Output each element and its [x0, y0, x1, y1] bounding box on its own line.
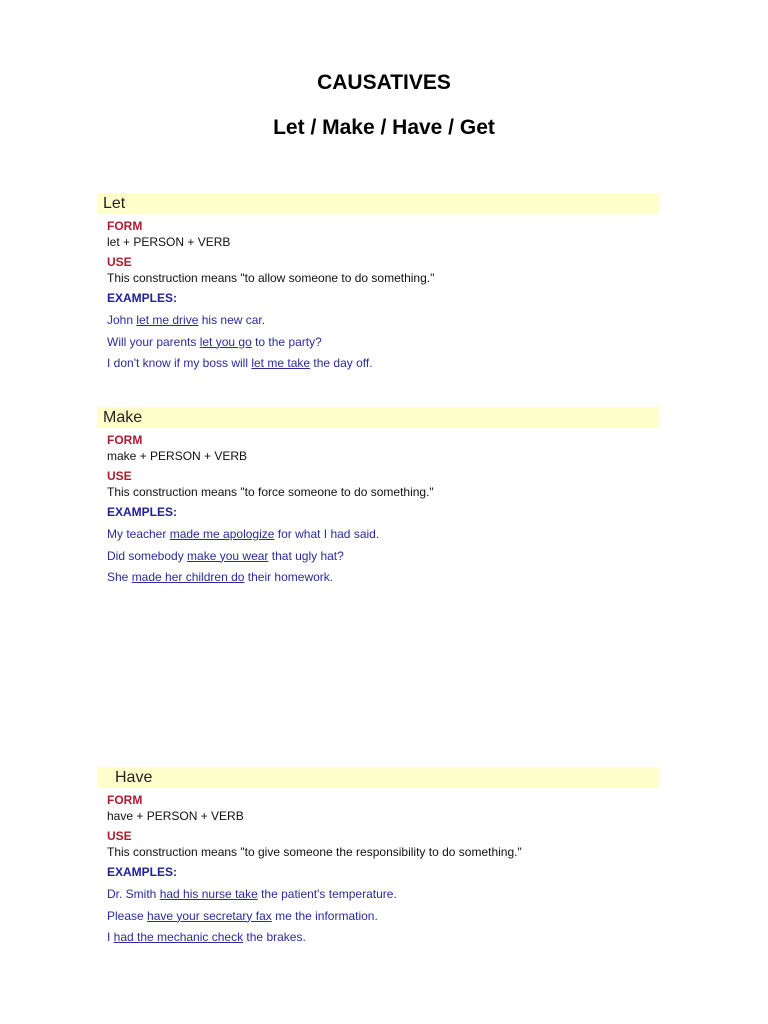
example-link[interactable]: have your secretary fax	[147, 908, 272, 923]
section-heading: Have	[97, 767, 659, 788]
example-link[interactable]: made her children do	[131, 570, 245, 584]
example-sentence: John let me drive his new car.	[107, 313, 266, 327]
form-label: FORM	[107, 433, 143, 447]
example-link[interactable]: let you go	[199, 334, 252, 349]
use-label: USE	[107, 255, 132, 269]
form-label: FORM	[107, 793, 143, 807]
example-sentence: She made her children do their homework.	[107, 570, 334, 584]
use-label: USE	[107, 469, 132, 483]
section-make	[97, 407, 659, 589]
form-label: FORM	[107, 219, 143, 233]
section-heading: Let	[97, 193, 659, 214]
example-sentence: Did somebody make you wear that ugly hat?	[107, 548, 344, 563]
use-text: This construction means "to force someone to do something."	[107, 485, 434, 499]
section-let	[97, 193, 659, 375]
form-text: let + PERSON + VERB	[107, 235, 231, 249]
use-text: This construction means "to allow someone to do something."	[107, 271, 435, 285]
examples-label: EXAMPLES:	[107, 505, 178, 519]
section-have	[97, 767, 659, 949]
use-label: USE	[107, 829, 132, 843]
example-sentence: Please have your secretary fax me the information.	[107, 908, 378, 923]
page-subtitle: Let / Make / Have / Get	[273, 116, 495, 139]
example-sentence: I don't know if my boss will let me take the day off.	[107, 356, 373, 370]
examples-label: EXAMPLES:	[107, 865, 178, 879]
example-link[interactable]: let me take	[251, 356, 311, 370]
example-link[interactable]: let me drive	[136, 313, 199, 327]
examples-label: EXAMPLES:	[107, 291, 178, 305]
example-sentence: Dr. Smith had his nurse take the patient's temperature.	[107, 887, 397, 901]
example-sentence: Will your parents let you go to the party?	[107, 334, 322, 349]
example-sentence: My teacher made me apologize for what I had said.	[107, 527, 380, 541]
example-sentence: I had the mechanic check the brakes.	[107, 930, 306, 944]
form-text: have + PERSON + VERB	[107, 809, 244, 823]
example-link[interactable]: had the mechanic check	[113, 930, 244, 944]
example-link[interactable]: make you wear	[187, 548, 269, 563]
use-text: This construction means "to give someone the responsibility to do something."	[107, 845, 522, 859]
form-text: make + PERSON + VERB	[107, 449, 248, 463]
example-link[interactable]: had his nurse take	[159, 887, 258, 901]
section-heading: Make	[97, 407, 659, 428]
example-link[interactable]: made me apologize	[169, 527, 275, 541]
page-title: CAUSATIVES	[317, 71, 451, 94]
